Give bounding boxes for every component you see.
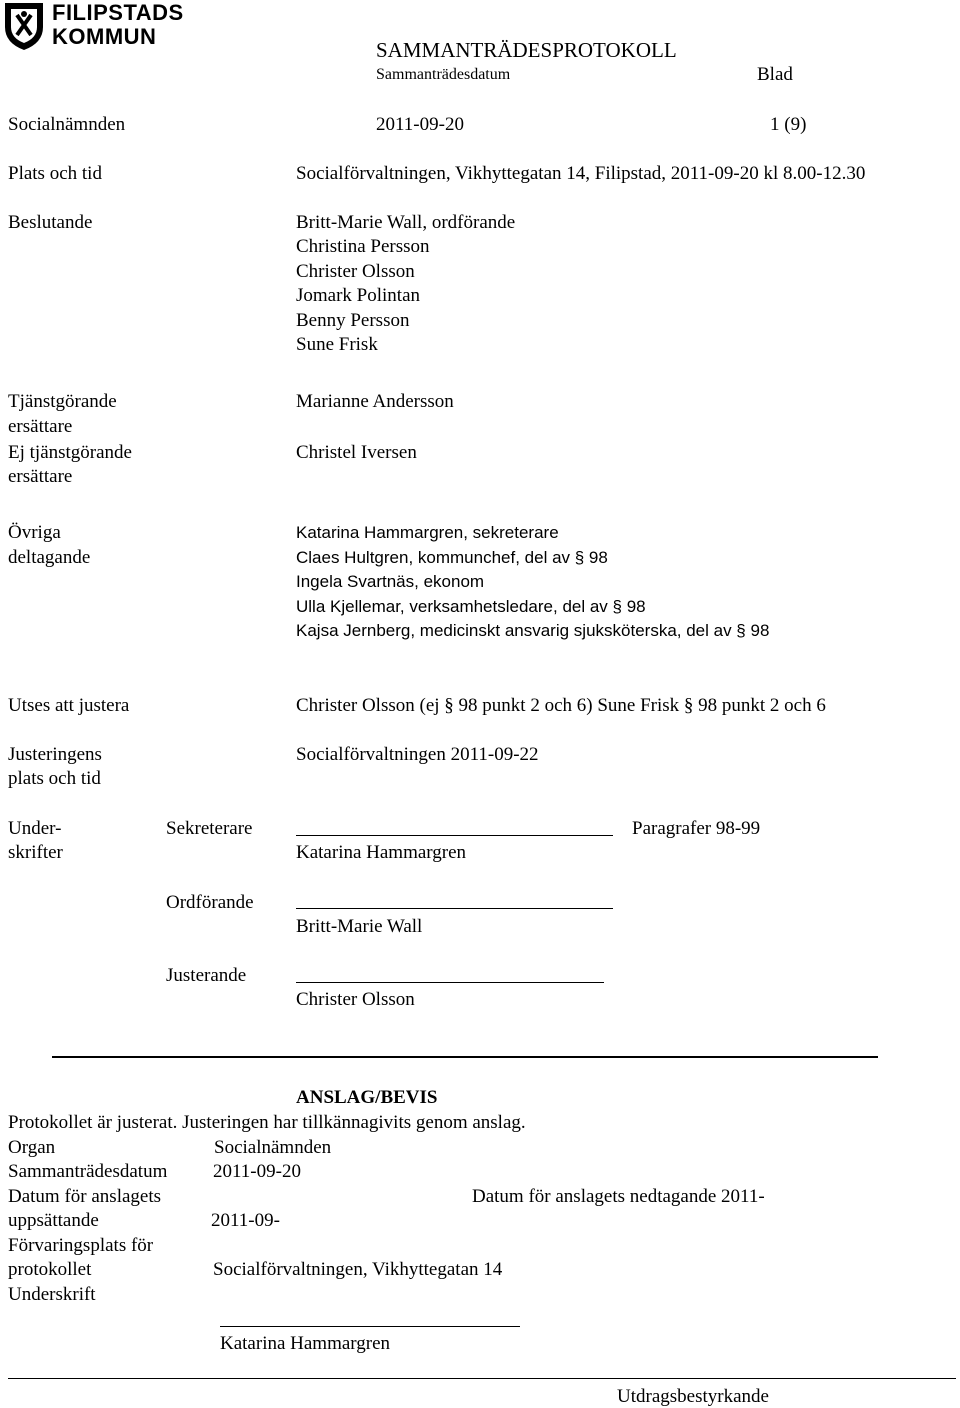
- chair-signature-line: [296, 908, 613, 909]
- serving-substitutes-label-2: ersättare: [8, 416, 73, 437]
- paragraphs-label: Paragrafer 98-99: [632, 818, 761, 839]
- chair-role: Ordförande: [166, 892, 254, 913]
- adjustment-place-label-2: plats och tid: [8, 768, 101, 789]
- other-participant: Katarina Hammargren, sekreterare: [296, 523, 559, 542]
- nonserving-substitute: Christel Iversen: [296, 442, 417, 463]
- protocol-title: SAMMANTRÄDESPROTOKOLL: [376, 38, 677, 62]
- signature-label: Underskrift: [8, 1284, 96, 1305]
- adjuster-name: Christer Olsson: [296, 989, 415, 1010]
- adjustment-place-label: Justeringens: [8, 744, 102, 765]
- deciding-member: Sune Frisk: [296, 334, 378, 355]
- adjustment-place-value: Socialförvaltningen 2011-09-22: [296, 744, 539, 765]
- other-participant: Claes Hultgren, kommunchef, del av § 98: [296, 548, 608, 567]
- storage-value: Socialförvaltningen, Vikhyttegatan 14: [213, 1259, 503, 1280]
- other-participant: Kajsa Jernberg, medicinskt ansvarig sjuksköterska, del av § 98: [296, 621, 770, 640]
- section-divider: [52, 1056, 878, 1058]
- other-participant: Ulla Kjellemar, verksamhetsledare, del av § 98: [296, 597, 646, 616]
- meeting-date: 2011-09-20: [376, 114, 464, 135]
- place-time-value: Socialförvaltningen, Vikhyttegatan 14, Filipstad, 2011-09-20 kl 8.00-12.30: [296, 163, 866, 184]
- notice-statement: Protokollet är justerat. Justeringen har tillkännagivits genom anslag.: [8, 1112, 526, 1133]
- organ-value: Socialnämnden: [214, 1137, 332, 1158]
- deciding-member: Christina Persson: [296, 236, 430, 257]
- organ-label: Organ: [8, 1137, 56, 1158]
- deciding-member: Jomark Polintan: [296, 285, 421, 306]
- deciding-member: Christer Olsson: [296, 261, 415, 282]
- removed-label: Datum för anslagets nedtagande 2011-: [472, 1186, 765, 1207]
- footer-divider: [8, 1378, 956, 1379]
- adjuster-signature-line: [296, 982, 604, 983]
- secretary-signature-line: [296, 835, 613, 836]
- secretary-role: Sekreterare: [166, 818, 253, 839]
- logo-line-2: KOMMUN: [52, 24, 157, 49]
- signatures-label-2: skrifter: [8, 842, 63, 863]
- nonserving-substitutes-label-2: ersättare: [8, 466, 73, 487]
- other-participant: Ingela Svartnäs, ekonom: [296, 572, 485, 591]
- posted-label-2: uppsättande: [8, 1210, 99, 1231]
- others-label: Övriga: [8, 522, 61, 543]
- logo-line-1: FILIPSTADS: [52, 0, 184, 25]
- serving-substitute: Marianne Andersson: [296, 391, 454, 412]
- meeting-date-header: Sammanträdesdatum: [376, 66, 511, 83]
- coat-of-arms-icon: [2, 1, 46, 51]
- page-header: Blad: [757, 64, 793, 85]
- chair-name: Britt-Marie Wall: [296, 916, 423, 937]
- notice-title: ANSLAG/BEVIS: [296, 1087, 438, 1108]
- notice-date-value: 2011-09-20: [213, 1161, 301, 1182]
- posted-value: 2011-09-: [211, 1210, 280, 1231]
- deciding-label: Beslutande: [8, 212, 93, 233]
- notice-signer: Katarina Hammargren: [220, 1333, 391, 1354]
- notice-signature-line: [220, 1326, 520, 1327]
- certified-extract-label: Utdragsbestyrkande: [617, 1386, 769, 1407]
- nonserving-substitutes-label: Ej tjänstgörande: [8, 442, 132, 463]
- deciding-member: Britt-Marie Wall, ordförande: [296, 212, 516, 233]
- place-time-label: Plats och tid: [8, 163, 102, 184]
- signatures-label: Under-: [8, 818, 62, 839]
- adjusters-label: Utses att justera: [8, 695, 130, 716]
- committee-name: Socialnämnden: [8, 114, 126, 135]
- notice-date-label: Sammanträdesdatum: [8, 1161, 168, 1182]
- municipality-logo: [2, 0, 192, 52]
- posted-label: Datum för anslagets: [8, 1186, 162, 1207]
- adjusters-value: Christer Olsson (ej § 98 punkt 2 och 6) Sune Frisk § 98 punkt 2 och 6: [296, 695, 826, 716]
- page-number: 1 (9): [770, 114, 807, 135]
- secretary-name: Katarina Hammargren: [296, 842, 467, 863]
- deciding-member: Benny Persson: [296, 310, 410, 331]
- storage-label-2: protokollet: [8, 1259, 92, 1280]
- storage-label: Förvaringsplats för: [8, 1235, 154, 1256]
- adjuster-role: Justerande: [166, 965, 247, 986]
- others-label-2: deltagande: [8, 547, 91, 568]
- serving-substitutes-label: Tjänstgörande: [8, 391, 117, 412]
